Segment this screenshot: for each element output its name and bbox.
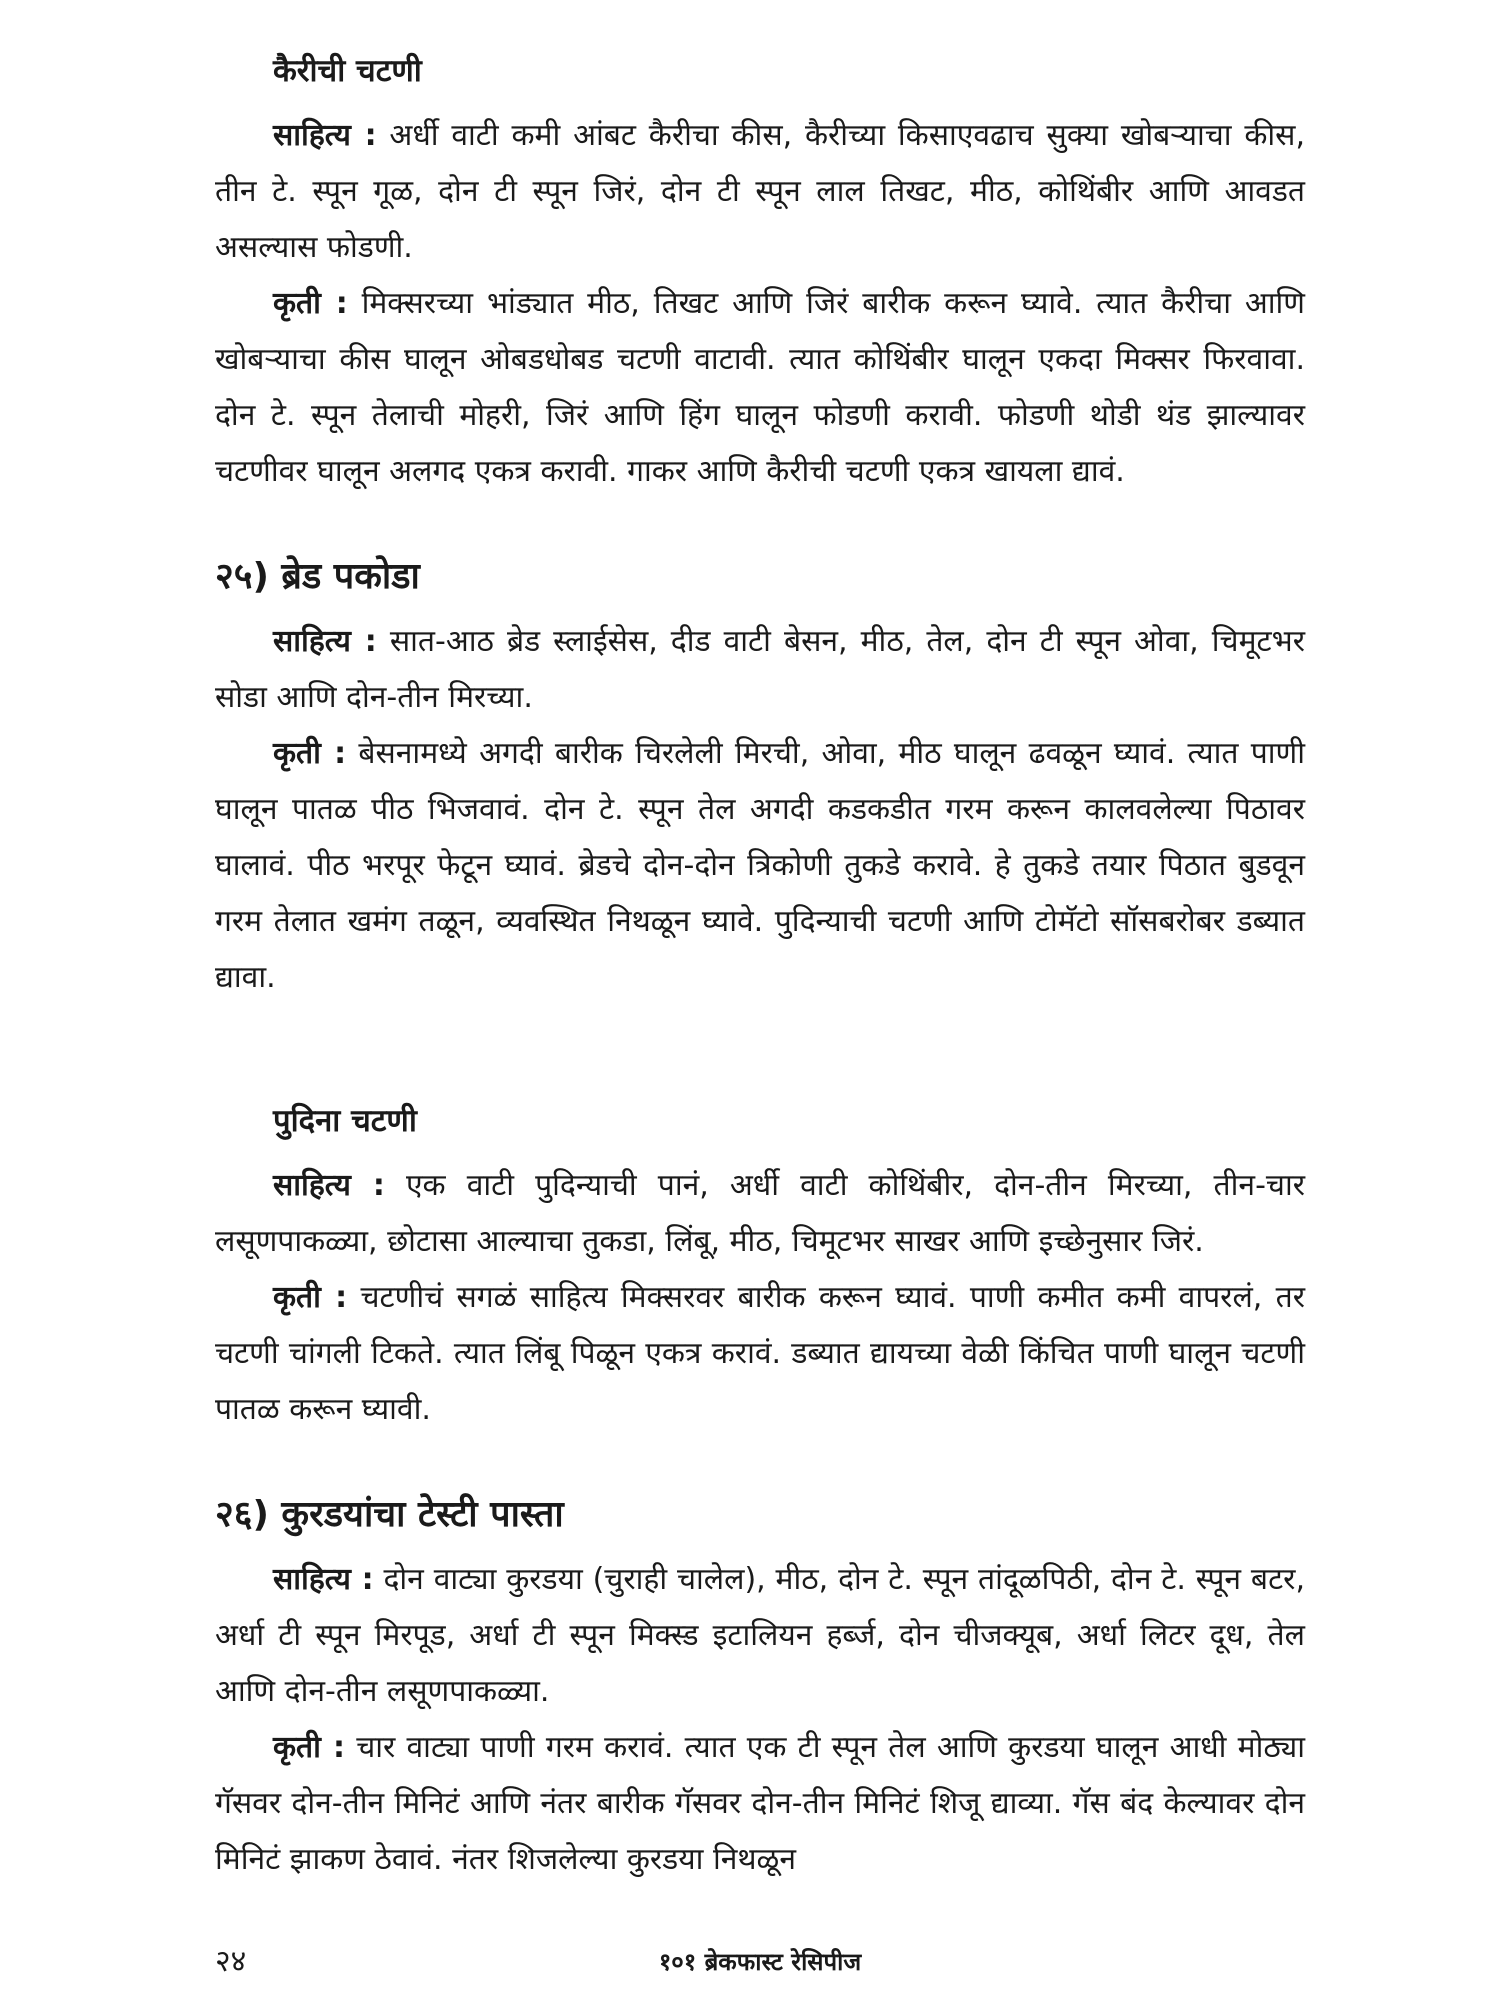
kurdaya-pasta-method (215, 1720, 1305, 1888)
kurdaya-pasta-ingredients (215, 1552, 1305, 1720)
ingredients-label: साहित्य : (273, 1562, 374, 1597)
kairi-chutney-title: कैरीची चटणी (273, 53, 422, 89)
method-label: कृती : (273, 1730, 346, 1765)
pudina-chutney-ingredients (215, 1158, 1305, 1270)
method-label: कृती : (273, 286, 348, 321)
bread-pakoda-method (215, 726, 1305, 1006)
page-number: २४ (215, 1944, 247, 1979)
method-label: कृती : (273, 736, 347, 771)
ingredients-label: साहित्य : (273, 624, 377, 659)
method-label: कृती : (273, 1280, 348, 1315)
book-title: १०१ ब्रेकफास्ट रेसिपीज (658, 1948, 862, 1976)
ingredients-label: साहित्य : (273, 118, 377, 153)
pudina-chutney-method (215, 1270, 1305, 1438)
method-text: चार वाट्या पाणी गरम करावं. त्यात एक टी स्पून तेल आणि कुरडया घालून आधी मोठ्या गॅसवर दोन-तीन मिनिटं आणि नंतर बारीक गॅसवर दोन-तीन मिनिटं शिजू द्याव्या. गॅस बंद केल्यावर दोन मिनिटं झाकण ठेवावं. नंतर शिजलेल्या कुरडया निथळून (215, 1730, 1305, 1877)
ingredients-label: साहित्य : (273, 1168, 385, 1203)
kairi-chutney-method (215, 276, 1305, 500)
method-text: चटणीचं सगळं साहित्य मिक्सरवर बारीक करून घ्यावं. पाणी कमीत कमी वापरलं, तर चटणी चांगली टिकते. त्यात लिंबू पिळून एकत्र करावं. डब्यात द्यायच्या वेळी किंचित पाणी घालून चटणी पातळ करून घ्यावी. (215, 1280, 1306, 1427)
page-footer (215, 1940, 1305, 1984)
pudina-chutney-title: पुदिना चटणी (273, 1103, 417, 1139)
ingredients-text: दोन वाट्या कुरडया (चुराही चालेल), मीठ, दोन टे. स्पून तांदूळपिठी, दोन टे. स्पून बटर, अर्धा टी स्पून मिरपूड, अर्धा टी स्पून मिक्स्ड इटालियन हर्ब्ज, दोन चीजक्यूब, अर्धा लिटर दूध, तेल आणि दोन-तीन लसूणपाकळ्या. (215, 1562, 1305, 1709)
method-text: मिक्सरच्या भांड्यात मीठ, तिखट आणि जिरं बारीक करून घ्यावे. त्यात कैरीचा आणि खोबऱ्याचा कीस घालून ओबडधोबड चटणी वाटावी. त्यात कोथिंबीर घालून एकदा मिक्सर फिरवावा. दोन टे. स्पून तेलाची मोहरी, जिरं आणि हिंग घालून फोडणी करावी. फोडणी थोडी थंड झाल्यावर चटणीवर घालून अलगद एकत्र करावी. गाकर आणि कैरीची चटणी एकत्र खायला द्यावं. (215, 286, 1305, 489)
bread-pakoda-ingredients (215, 614, 1305, 726)
page-content (215, 48, 1305, 1888)
method-text: बेसनामध्ये अगदी बारीक चिरलेली मिरची, ओवा, मीठ घालून ढवळून घ्यावं. त्यात पाणी घालून पातळ पीठ भिजवावं. दोन टे. स्पून तेल अगदी कडकडीत गरम करून कालवलेल्या पिठावर घालावं. पीठ भरपूर फेटून घ्यावं. ब्रेडचे दोन-दोन त्रिकोणी तुकडे करावे. हे तुकडे तयार पिठात बुडवून गरम तेलात खमंग तळून, व्यवस्थित निथळून घ्यावे. पुदिन्याची चटणी आणि टोमॅटो सॉसबरोबर डब्यात द्यावा. (215, 736, 1305, 995)
ingredients-text: अर्धी वाटी कमी आंबट कैरीचा कीस, कैरीच्या किसाएवढाच सुक्या खोबऱ्याचा कीस, तीन टे. स्पून गूळ, दोन टी स्पून जिरं, दोन टी स्पून लाल तिखट, मीठ, कोथिंबीर आणि आवडत असल्यास फोडणी. (215, 118, 1306, 265)
kurdaya-pasta-title: २६) कुरडयांचा टेस्टी पास्ता (215, 1494, 564, 1535)
bread-pakoda-title: २५) ब्रेड पकोडा (215, 556, 420, 597)
kairi-chutney-ingredients (215, 108, 1305, 276)
ingredients-text: सात-आठ ब्रेड स्लाईसेस, दीड वाटी बेसन, मीठ, तेल, दोन टी स्पून ओवा, चिमूटभर सोडा आणि दोन-तीन मिरच्या. (215, 624, 1305, 715)
ingredients-text: एक वाटी पुदिन्याची पानं, अर्धी वाटी कोथिंबीर, दोन-तीन मिरच्या, तीन-चार लसूणपाकळ्या, छोटासा आल्याचा तुकडा, लिंबू, मीठ, चिमूटभर साखर आणि इच्छेनुसार जिरं. (215, 1168, 1305, 1259)
